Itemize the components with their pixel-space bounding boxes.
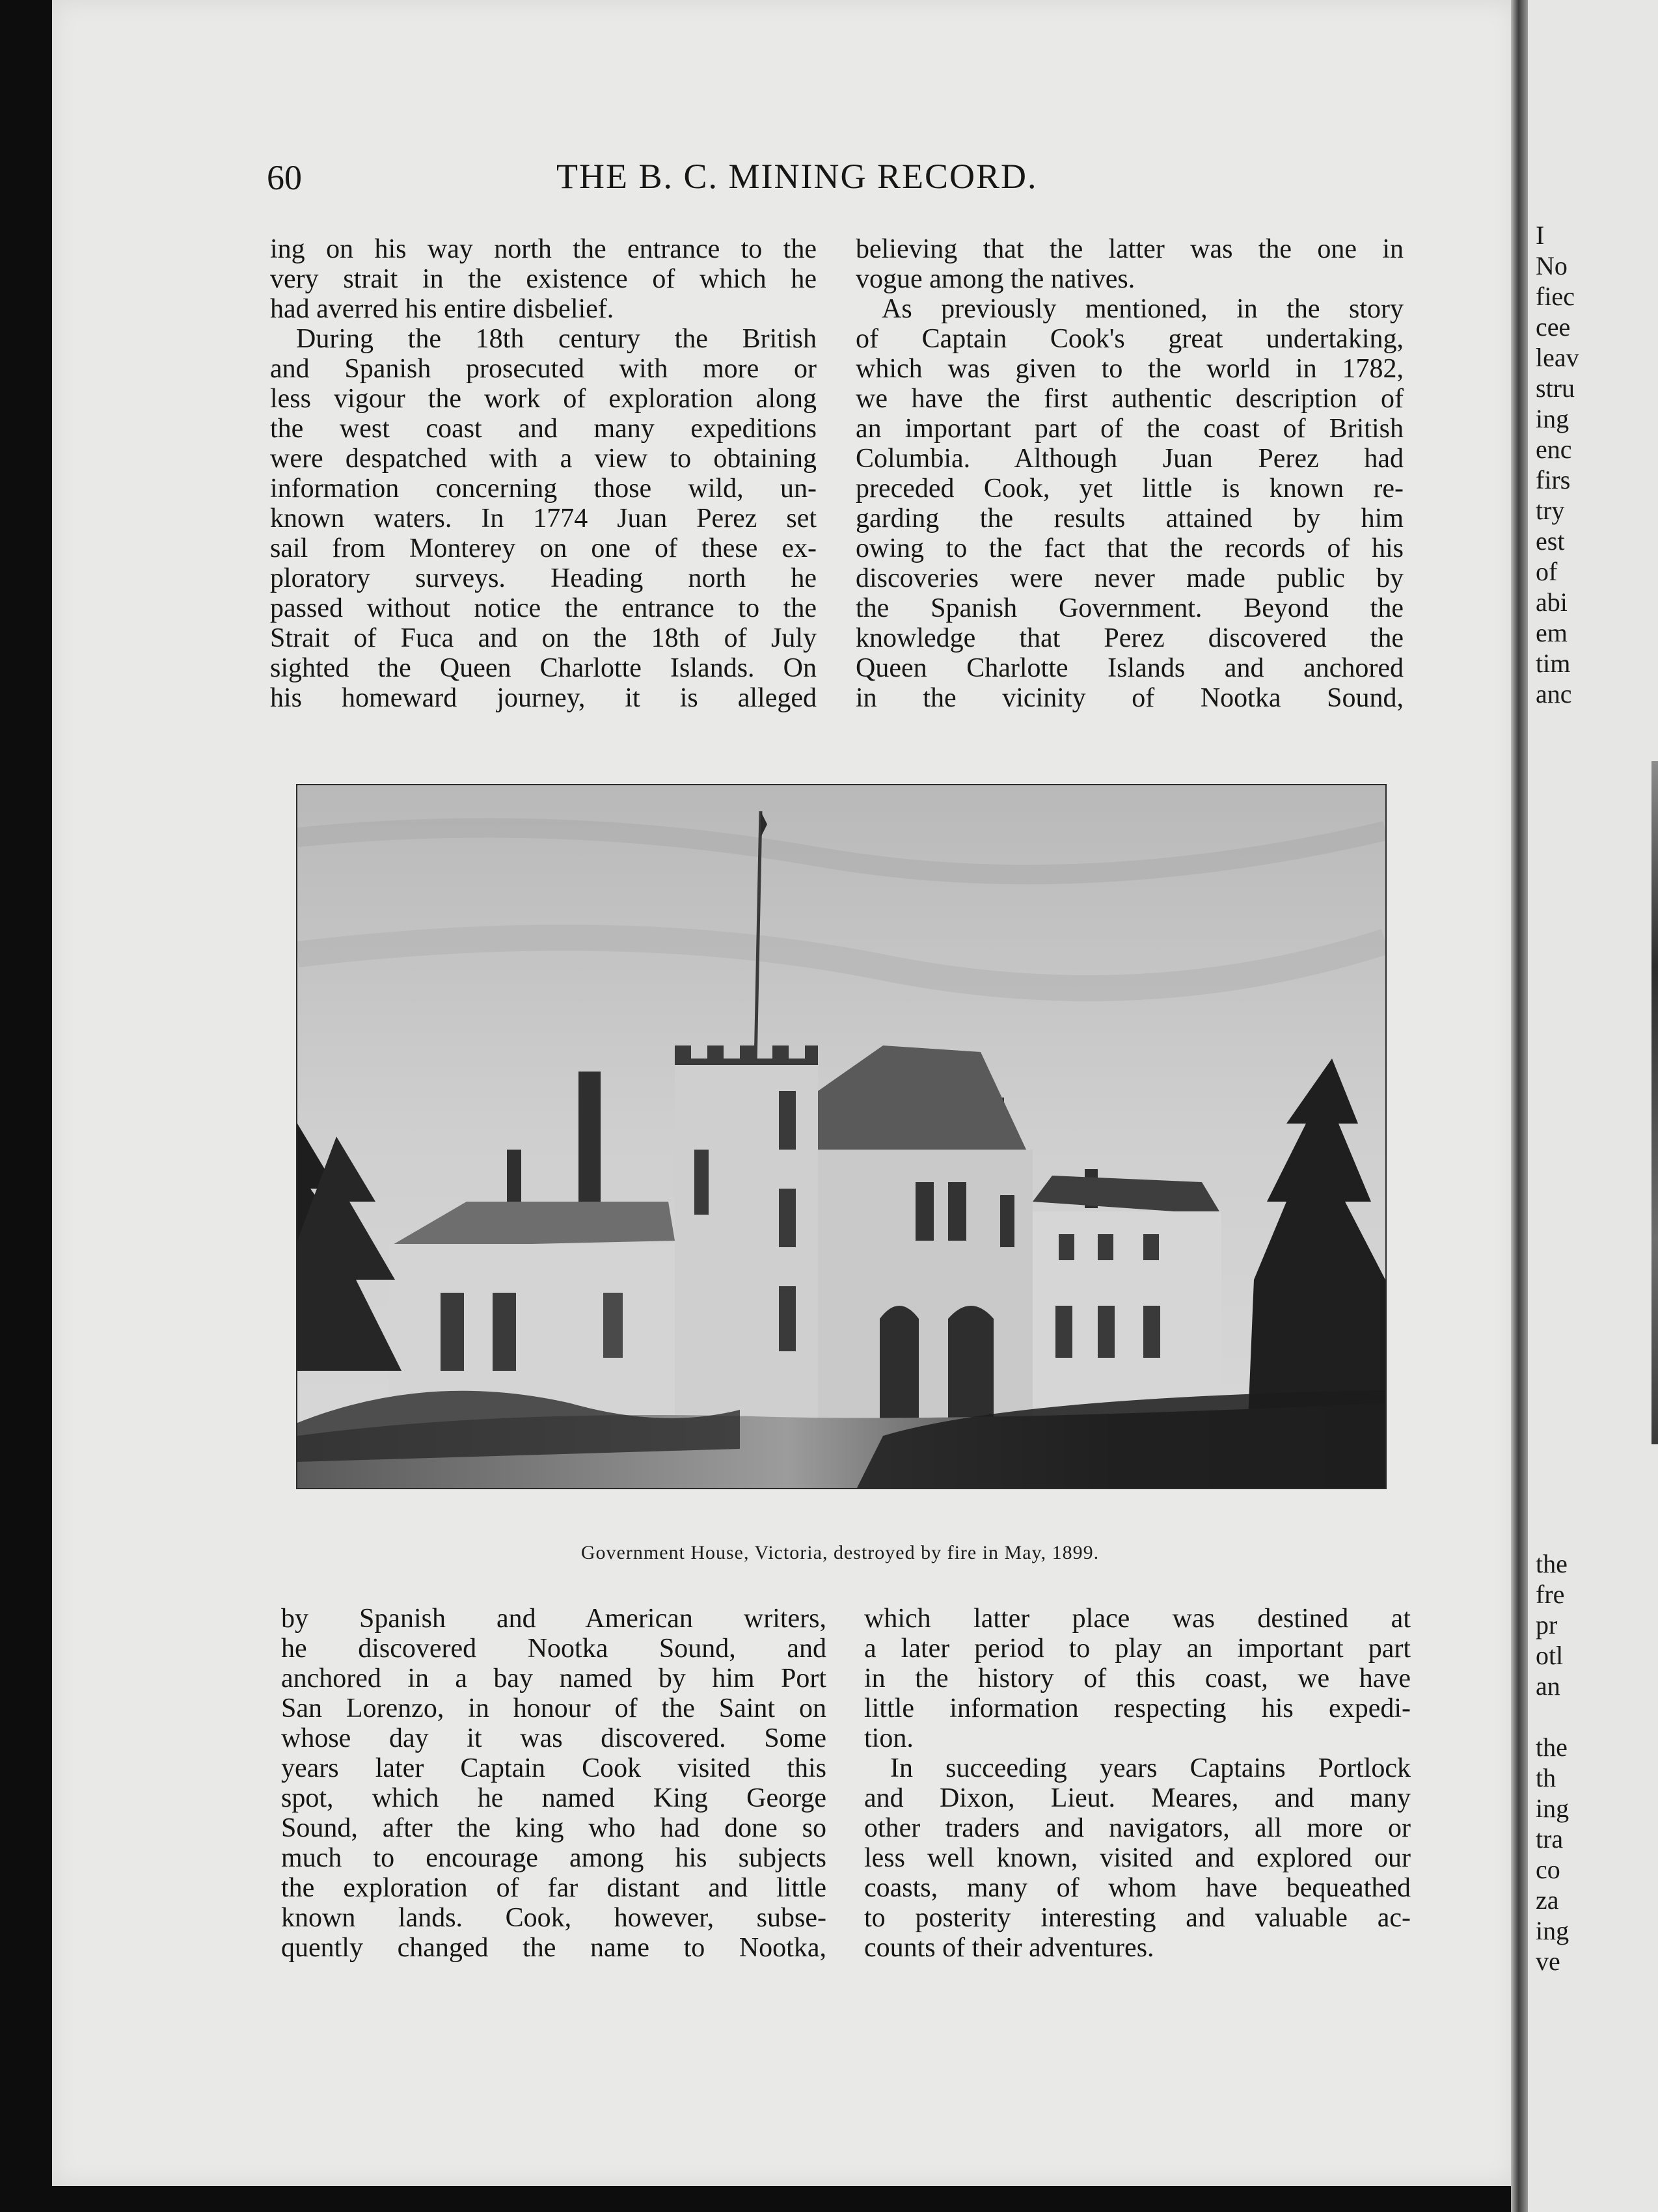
text-line: Queen Charlotte Islands and anchored [856, 653, 1404, 683]
text-line: much to encourage among his subjects [281, 1843, 826, 1873]
text-line: which latter place was destined at [864, 1604, 1411, 1634]
page-gutter [1511, 0, 1528, 2212]
facing-page-fragment: ing [1536, 1794, 1570, 1823]
text-line: ploratory surveys. Heading north he [270, 563, 817, 593]
text-line: had averred his entire disbelief. [270, 294, 614, 324]
facing-page-fragment: anc [1536, 679, 1572, 708]
photo-caption: Government House, Victoria, destroyed by fire in May, 1899. [580, 1542, 1100, 1563]
text-line: During the 18th century the British [296, 324, 817, 354]
facing-page-fragment: ing [1536, 404, 1570, 433]
text-line: counts of their adventures. [864, 1933, 1154, 1963]
facing-page-fragment: ing [1536, 1916, 1570, 1945]
running-head-title: THE B. C. MINING RECORD. [556, 157, 1038, 196]
text-line: were despatched with a view to obtaining [270, 444, 817, 474]
facing-page-fragment: I [1536, 221, 1545, 250]
text-line: the Spanish Government. Beyond the [856, 593, 1404, 623]
facing-page-fragment: ve [1536, 1947, 1560, 1976]
text-line: anchored in a bay named by him Port [281, 1664, 826, 1693]
facing-page-fragment: try [1536, 496, 1565, 525]
text-line: of Captain Cook's great undertaking, [856, 324, 1404, 354]
text-line: the exploration of far distant and little [281, 1873, 826, 1903]
text-line: As previously mentioned, in the story [882, 294, 1404, 324]
text-line: Columbia. Although Juan Perez had [856, 444, 1404, 474]
facing-page-fragment: za [1536, 1885, 1559, 1915]
facing-page-fragment: the [1536, 1733, 1568, 1762]
text-line: coasts, many of whom have bequeathed [864, 1873, 1411, 1903]
facing-page-fragment: cee [1536, 312, 1571, 342]
facing-page-fragment: of [1536, 557, 1558, 586]
top-right-column [856, 234, 1404, 713]
text-line: less vigour the work of exploration along [270, 384, 817, 414]
facing-page-fragment: em [1536, 618, 1568, 647]
text-line: In succeeding years Captains Portlock [890, 1753, 1411, 1783]
facing-page-fragment: otl [1536, 1641, 1564, 1670]
text-line: which was given to the world in 1782, [856, 354, 1404, 384]
text-line: whose day it was discovered. Some [281, 1723, 826, 1753]
text-line: spot, which he named King George [281, 1783, 826, 1813]
text-line: the west coast and many expeditions [270, 414, 817, 444]
facing-page-fragment: firs [1536, 465, 1571, 494]
facing-page-fragment: th [1536, 1763, 1556, 1792]
text-line: an important part of the coast of British [856, 414, 1404, 444]
text-line: San Lorenzo, in honour of the Saint on [281, 1693, 826, 1723]
text-line: to posterity interesting and valuable ac- [864, 1903, 1411, 1933]
text-line: Sound, after the king who had done so [281, 1813, 826, 1843]
facing-page-fragment: fiec [1536, 282, 1575, 311]
text-line: tion. [864, 1723, 914, 1753]
facing-page-fragment: co [1536, 1855, 1560, 1884]
text-line: other traders and navigators, all more or [864, 1813, 1411, 1843]
text-line: years later Captain Cook visited this [281, 1753, 826, 1783]
text-line: very strait in the existence of which he [270, 264, 817, 294]
facing-page-top-text [1536, 220, 1658, 709]
facing-page-fragment [1536, 1701, 1658, 1732]
facing-page-fragment: an [1536, 1671, 1560, 1701]
text-line: and Dixon, Lieut. Meares, and many [864, 1783, 1411, 1813]
text-line: garding the results attained by him [856, 504, 1404, 533]
text-line: Strait of Fuca and on the 18th of July [270, 623, 817, 653]
text-line: and Spanish prosecuted with more or [270, 354, 817, 384]
bottom-right-column [864, 1604, 1411, 1963]
page-number: 60 [267, 158, 302, 197]
text-line: sighted the Queen Charlotte Islands. On [270, 653, 817, 683]
facing-page-fragment: tim [1536, 649, 1571, 678]
top-left-column [270, 234, 817, 713]
text-line: by Spanish and American writers, [281, 1604, 826, 1634]
text-line: information concerning those wild, un- [270, 474, 817, 504]
facing-page-fragment: abi [1536, 587, 1568, 617]
text-line: discoveries were never made public by [856, 563, 1404, 593]
facing-page-fragment: tra [1536, 1824, 1564, 1854]
facing-page-bottom-text [1536, 1548, 1658, 1976]
text-line: he discovered Nootka Sound, and [281, 1634, 826, 1664]
text-line: little information respecting his expedi- [864, 1693, 1411, 1723]
text-line: owing to the fact that the records of his [856, 533, 1404, 563]
text-line: in the vicinity of Nootka Sound, [856, 683, 1404, 713]
facing-page-photo-edge [1651, 761, 1658, 1444]
text-line: knowledge that Perez discovered the [856, 623, 1404, 653]
text-line: his homeward journey, it is alleged [270, 683, 817, 713]
facing-page-fragment: pr [1536, 1610, 1558, 1639]
text-line: known waters. In 1774 Juan Perez set [270, 504, 817, 533]
text-line: quently changed the name to Nootka, [281, 1933, 826, 1963]
facing-page-fragment: No [1536, 251, 1568, 280]
text-line: a later period to play an important part [864, 1634, 1411, 1664]
facing-page-fragment: leav [1536, 343, 1579, 372]
text-line: passed without notice the entrance to the [270, 593, 817, 623]
text-line: believing that the latter was the one in [856, 234, 1404, 264]
text-line: sail from Monterey on one of these ex- [270, 533, 817, 563]
text-line: preceded Cook, yet little is known re- [856, 474, 1404, 504]
facing-page-fragment: est [1536, 526, 1565, 556]
text-line: vogue among the natives. [856, 264, 1135, 294]
text-line: known lands. Cook, however, subse- [281, 1903, 826, 1933]
government-house-photo [296, 784, 1387, 1489]
text-line: we have the first authentic description of [856, 384, 1404, 414]
facing-page-edge [1528, 0, 1658, 2212]
facing-page-fragment: stru [1536, 373, 1575, 403]
facing-page-fragment: enc [1536, 435, 1572, 464]
text-line: ing on his way north the entrance to the [270, 234, 817, 264]
facing-page-fragment: fre [1536, 1580, 1565, 1609]
text-line: in the history of this coast, we have [864, 1664, 1411, 1693]
bottom-left-column [281, 1604, 826, 1963]
text-line: less well known, visited and explored our [864, 1843, 1411, 1873]
facing-page-fragment: the [1536, 1549, 1568, 1578]
